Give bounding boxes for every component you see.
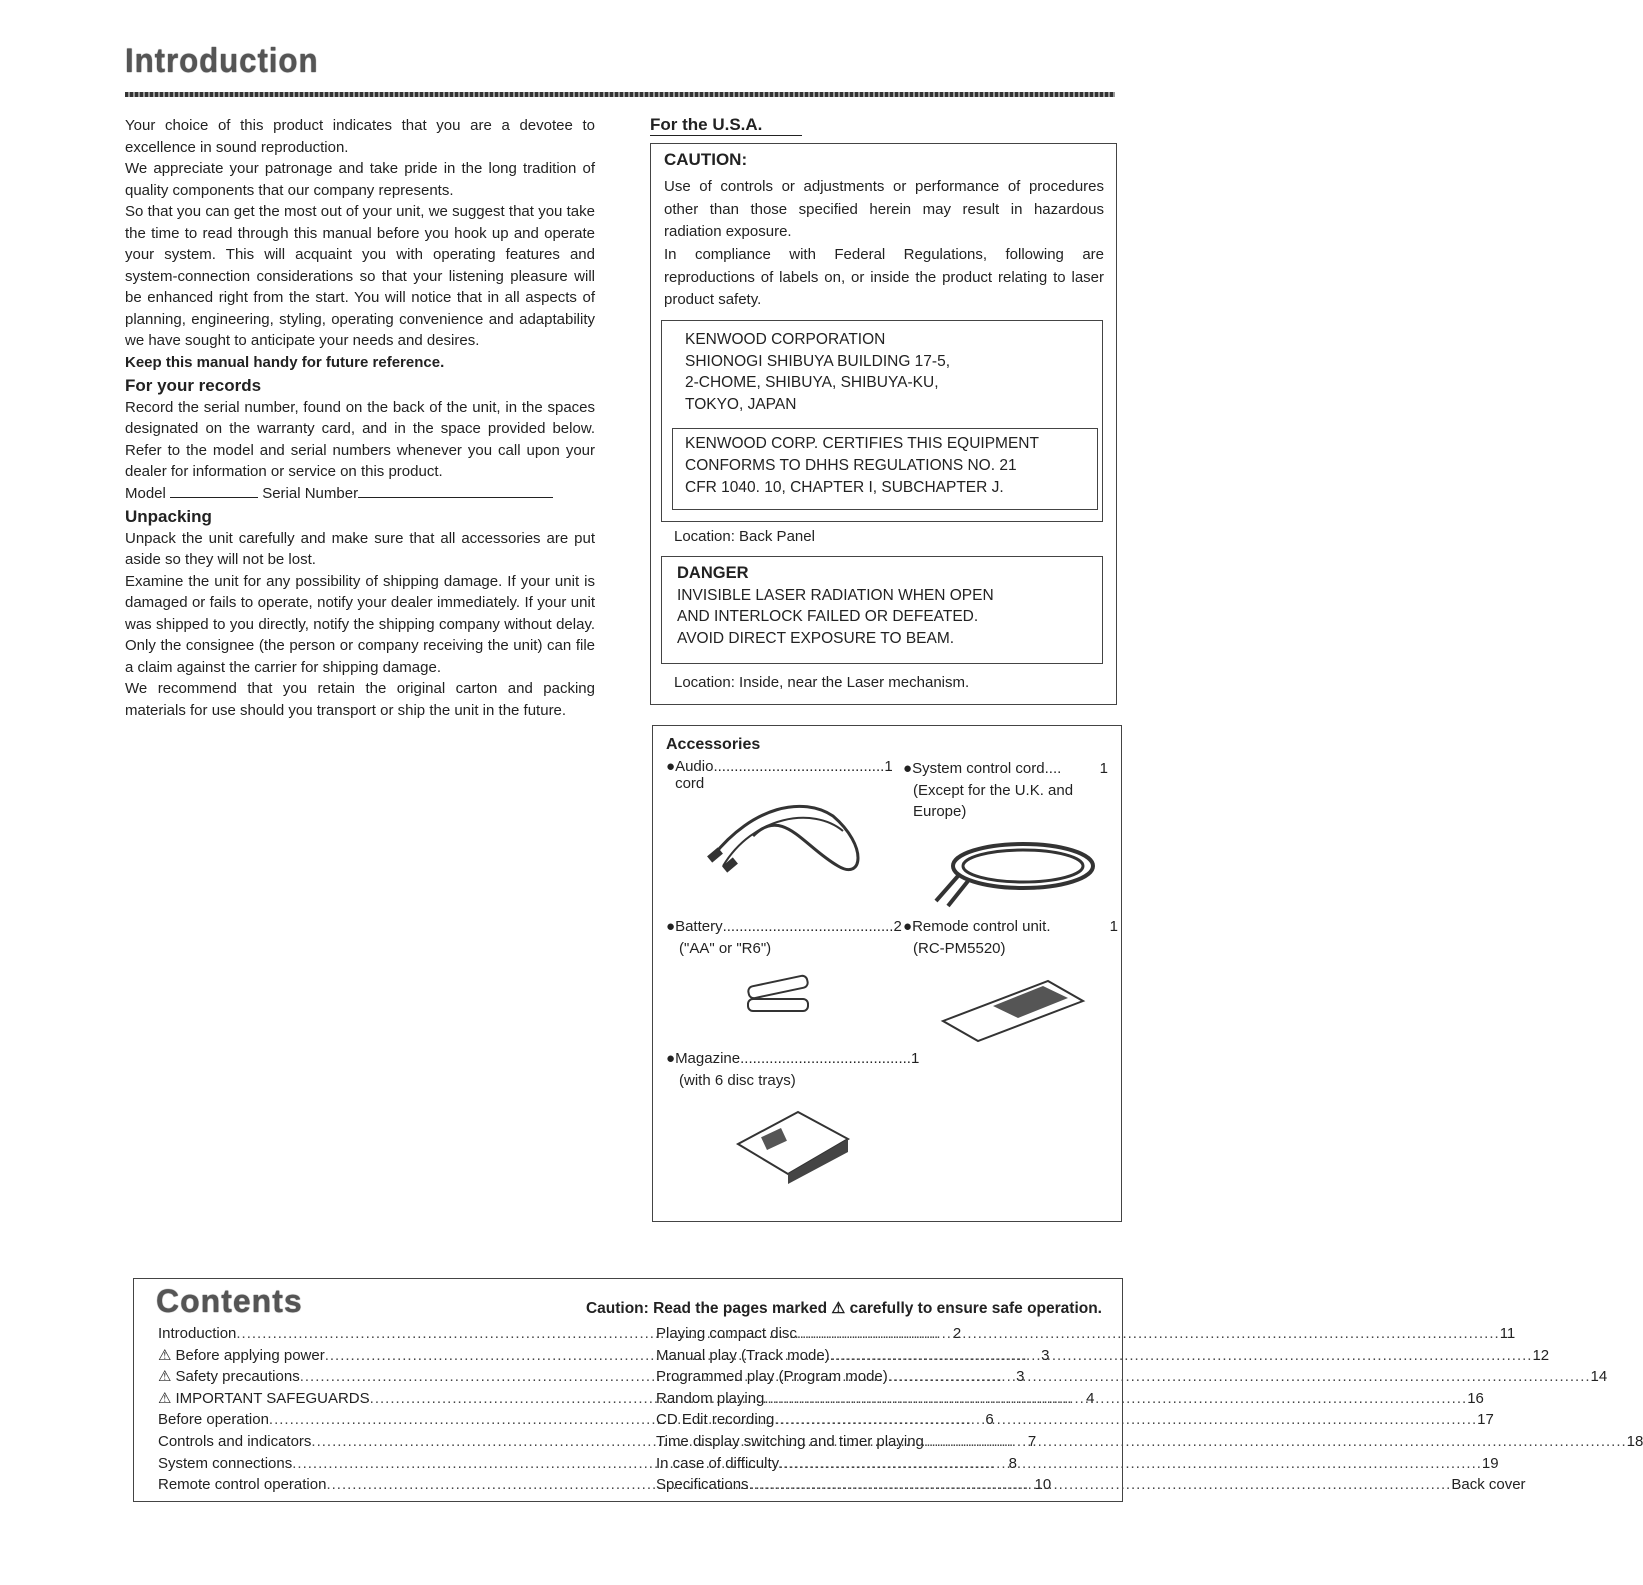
toc-page: 10 (1034, 1476, 1052, 1494)
toc-page: 3 (1016, 1368, 1025, 1386)
accessory-item: ● Audio cord ......................................... 1 (666, 758, 893, 792)
toc-label: Introduction (158, 1325, 237, 1342)
remote-control-image (938, 976, 1088, 1046)
contents-box (133, 1278, 1643, 1502)
model-field (170, 485, 258, 498)
serial-label: Serial Number (262, 484, 359, 502)
item-name: Magazine (675, 1050, 741, 1067)
toc-entry[interactable] (656, 1323, 1516, 1345)
unpacking-text: Unpack the unit carefully and make sure that all accessories are put aside so they will not be lost. (125, 529, 595, 568)
intro-paragraph: So that you can get the most out of your unit, we suggest that you take the time to read through this manual before you hook up and operate your system. This will acquaint you with operating features and system-connection considerations so that your listening pleasure will be enhanced right from the start. You will notice that in all aspects of planning, engineering, styling, operating convenience and adaptability we have sought to anticipate your needs and desires. (125, 203, 595, 349)
contents-caution: Caution: Read the pages marked ⚠ carefully to ensure safe operation. (585, 1300, 1102, 1317)
battery-image (743, 971, 823, 1021)
toc-leader (774, 1409, 1477, 1431)
item-note: (RC-PM5520) (913, 939, 1006, 957)
item-qty: 1 (1099, 760, 1108, 777)
audio-cord-image (693, 786, 873, 886)
toc-label: IMPORTANT SAFEGUARDS (175, 1389, 370, 1407)
caution-text: Use of controls or adjustments or performance of procedures other than those specified herein may result in hazardous radiation exposure. (664, 178, 1104, 240)
caution-box (650, 143, 1117, 705)
item-name: Remode control unit (912, 918, 1047, 935)
toc-label: Safety precautions (175, 1368, 300, 1386)
toc-label: CD Edit recording (656, 1411, 775, 1429)
item-note: ("AA" or "R6") (679, 939, 772, 957)
warning-icon: ⚠ (158, 1368, 172, 1386)
toc-label: Before operation (158, 1411, 269, 1429)
accessory-item: ● System control cord .... 1 (Except for the U.K. and Europe) (903, 758, 1108, 823)
intro-paragraph: Your choice of this product indicates that you are a devotee to excellence in sound reproduction. (125, 117, 595, 156)
address-line: KENWOOD CORPORATION (685, 331, 886, 348)
title-rule (125, 92, 1115, 97)
certify-line: CFR 1040. 10, CHAPTER I, SUBCHAPTER J. (685, 479, 1004, 496)
danger-line: AND INTERLOCK FAILED OR DEFEATED. (677, 608, 979, 625)
toc-leader (830, 1345, 1533, 1367)
serial-field (358, 485, 553, 498)
toc-right (656, 1323, 1643, 1496)
unpacking-heading: Unpacking (125, 507, 212, 526)
toc-label: Before applying power (175, 1346, 325, 1364)
toc-page: 8 (1008, 1454, 1018, 1472)
toc-page: 4 (1086, 1389, 1095, 1407)
address-label-box (661, 320, 1103, 522)
toc-entry[interactable] (656, 1431, 1643, 1453)
model-label: Model (125, 484, 166, 502)
danger-label (661, 556, 1103, 664)
address (685, 329, 950, 415)
system-cord-image (928, 831, 1098, 911)
toc-page: 11 (1499, 1325, 1516, 1342)
toc-label: System connections (158, 1454, 293, 1472)
toc-label: Playing compact disc (656, 1325, 797, 1342)
certify-line: CONFORMS TO DHHS REGULATIONS NO. 21 (685, 457, 1017, 474)
warning-icon: ⚠ (158, 1389, 172, 1407)
item-name: System control cord (912, 760, 1045, 777)
toc-label: Manual play (Track mode) (656, 1346, 830, 1364)
toc-entry[interactable] (656, 1474, 1526, 1496)
toc-leader (924, 1431, 1627, 1453)
accessory-item: ● Battery ......................................... 2 ("AA" or "R6") (666, 916, 876, 959)
toc-page: 17 (1477, 1411, 1494, 1429)
toc-label: In case of difficulty (656, 1454, 780, 1472)
toc-label: Specifications (656, 1476, 749, 1494)
accessory-item: ● Magazine ......................................... 1 (with 6 disc trays) (666, 1048, 876, 1091)
toc-entry[interactable] (656, 1366, 1608, 1388)
item-qty: 1 (884, 758, 893, 775)
danger-line: INVISIBLE LASER RADIATION WHEN OPEN (677, 586, 994, 604)
toc-entry[interactable] (656, 1388, 1484, 1410)
toc-page: 6 (985, 1411, 994, 1429)
toc-page: 19 (1481, 1454, 1499, 1472)
location-back-panel: Location: Back Panel (674, 528, 815, 545)
toc-leader (888, 1366, 1591, 1388)
item-name: Audio cord (675, 758, 714, 792)
toc-label: Remote control operation (158, 1476, 327, 1494)
records-text: Record the serial number, found on the back of the unit, in the spaces designated on the warranty card, and in the space provided below. Refer to the model and serial numbers whenever you call upon your dealer for information or service on this product. (125, 398, 595, 480)
accessory-item: ● Remode control unit . 1 (RC-PM5520) (903, 916, 1118, 959)
address-line: 2-CHOME, SHIBUYA, SHIBUYA-KU, (685, 374, 939, 391)
warning-icon: ⚠ (158, 1346, 172, 1364)
toc-entry[interactable] (656, 1409, 1494, 1431)
contents-title: Contents (156, 1283, 303, 1319)
danger-line: AVOID DIRECT EXPOSURE TO BEAM. (677, 629, 955, 647)
intro-paragraph: We appreciate your patronage and take pride in the long tradition of quality components that our company represents. (125, 160, 595, 199)
address-line: TOKYO, JAPAN (685, 395, 797, 413)
toc-label: Random playing (656, 1389, 765, 1407)
item-qty: 2 (893, 918, 902, 935)
toc-leader (764, 1388, 1467, 1410)
unpacking-text: Examine the unit for any possibility of shipping damage. If your unit is damaged or fails to operate, notify your dealer immediately. If your unit was shipped to you directly, notify the shipping company without delay. Only the consignee (the person or company receiving the unit) can file a claim against the carrier for shipping damage. (125, 572, 595, 676)
certify-line: KENWOOD CORP. CERTIFIES THIS EQUIPMENT (685, 435, 1039, 452)
item-note: (with 6 disc trays) (679, 1071, 796, 1089)
toc-page: 12 (1532, 1346, 1550, 1364)
keep-note: Keep this manual handy for future reference. (125, 353, 445, 371)
toc-page: 7 (1027, 1432, 1037, 1450)
accessories-box (652, 725, 1122, 1222)
toc-label: Programmed play (Program mode) (656, 1368, 888, 1386)
danger-title: DANGER (677, 564, 749, 582)
certification-label (672, 428, 1098, 510)
address-line: SHIONOGI SHIBUYA BUILDING 17-5, (685, 352, 951, 370)
intro-column (125, 115, 595, 721)
toc-page: 14 (1590, 1368, 1608, 1386)
toc-label: Controls and indicators (158, 1432, 312, 1450)
item-qty: 1 (910, 1050, 920, 1067)
accessories-heading: Accessories (666, 736, 761, 753)
toc-page: 16 (1467, 1389, 1484, 1407)
item-name: Battery (675, 918, 723, 935)
toc-leader (749, 1474, 1452, 1496)
caution-text: In compliance with Federal Regulations, following are reproductions of labels on, or inside the product relating to laser product safety. (664, 246, 1104, 308)
toc-page: 3 (1041, 1346, 1050, 1364)
toc-entry[interactable] (656, 1345, 1550, 1367)
caution-title: CAUTION: (664, 150, 748, 169)
page-title: Introduction (125, 42, 319, 80)
toc-page: Back cover (1451, 1476, 1526, 1494)
location-inside: Location: Inside, near the Laser mechanism. (674, 674, 970, 691)
records-heading: For your records (125, 376, 262, 395)
toc-entry[interactable] (656, 1453, 1499, 1475)
toc-leader (779, 1453, 1482, 1475)
toc-label: Time display switching and timer playing (656, 1432, 924, 1450)
usa-heading: For the U.S.A. (650, 115, 802, 136)
unpacking-text: We recommend that you retain the original carton and packing materials for use should you transport or ship the unit in the future. (125, 680, 595, 719)
magazine-image (728, 1104, 858, 1184)
toc-page: 2 (952, 1325, 962, 1342)
item-note: (Except for the U.K. and Europe) (913, 781, 1074, 820)
item-qty: 1 (1109, 918, 1118, 935)
model-serial-line (125, 483, 595, 505)
toc-leader (797, 1323, 1500, 1345)
toc-page: 18 (1626, 1432, 1643, 1450)
